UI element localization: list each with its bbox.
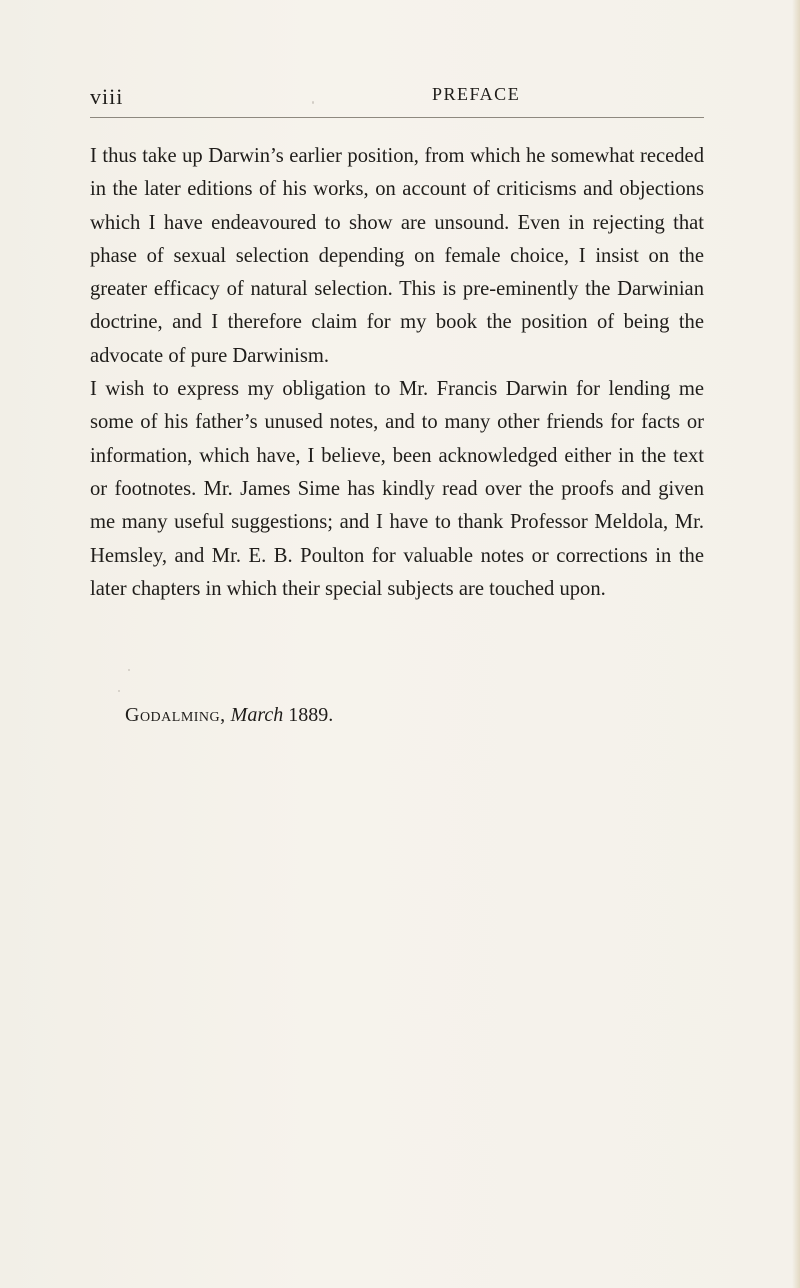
page-edge-shadow bbox=[792, 0, 800, 1288]
paper-speck bbox=[128, 669, 130, 671]
signature-line bbox=[125, 704, 333, 727]
page-number: viii bbox=[90, 84, 124, 109]
paper-speck bbox=[312, 101, 314, 104]
header-rule bbox=[90, 117, 704, 118]
signature-place: Godalming, bbox=[125, 704, 226, 726]
preface-body bbox=[90, 140, 704, 606]
signature-year: 1889. bbox=[288, 704, 334, 726]
page-header bbox=[90, 84, 704, 114]
paragraph: I wish to express my obligation to Mr. Francis Darwin for lending me some of his father’s unused notes, and to many other friends for facts or information, which have, I believe, been acknowledged either in the text or footnotes. Mr. James Sime has kindly read over the proofs and given me many useful suggestions; and I have to thank Professor Meldola, Mr. Hemsley, and Mr. E. B. Poulton for valuable notes or corrections in the later chapters in which their special subjects are touched upon. bbox=[90, 378, 704, 600]
paragraph: I thus take up Darwin’s earlier position, from which he somewhat receded in the later editions of his works, on account of criticisms and objections which I have endeavoured to show are unsound. Even in rejecting that phase of sexual selection depending on female choice, I insist on the greater efficacy of natural selection. This is pre-eminently the Darwinian doctrine, and I therefore claim for my book the position of being the advocate of pure Darwinism. bbox=[90, 145, 704, 367]
running-head: PREFACE bbox=[432, 84, 521, 104]
signature-month: March bbox=[230, 704, 284, 726]
paper-speck bbox=[118, 690, 120, 692]
